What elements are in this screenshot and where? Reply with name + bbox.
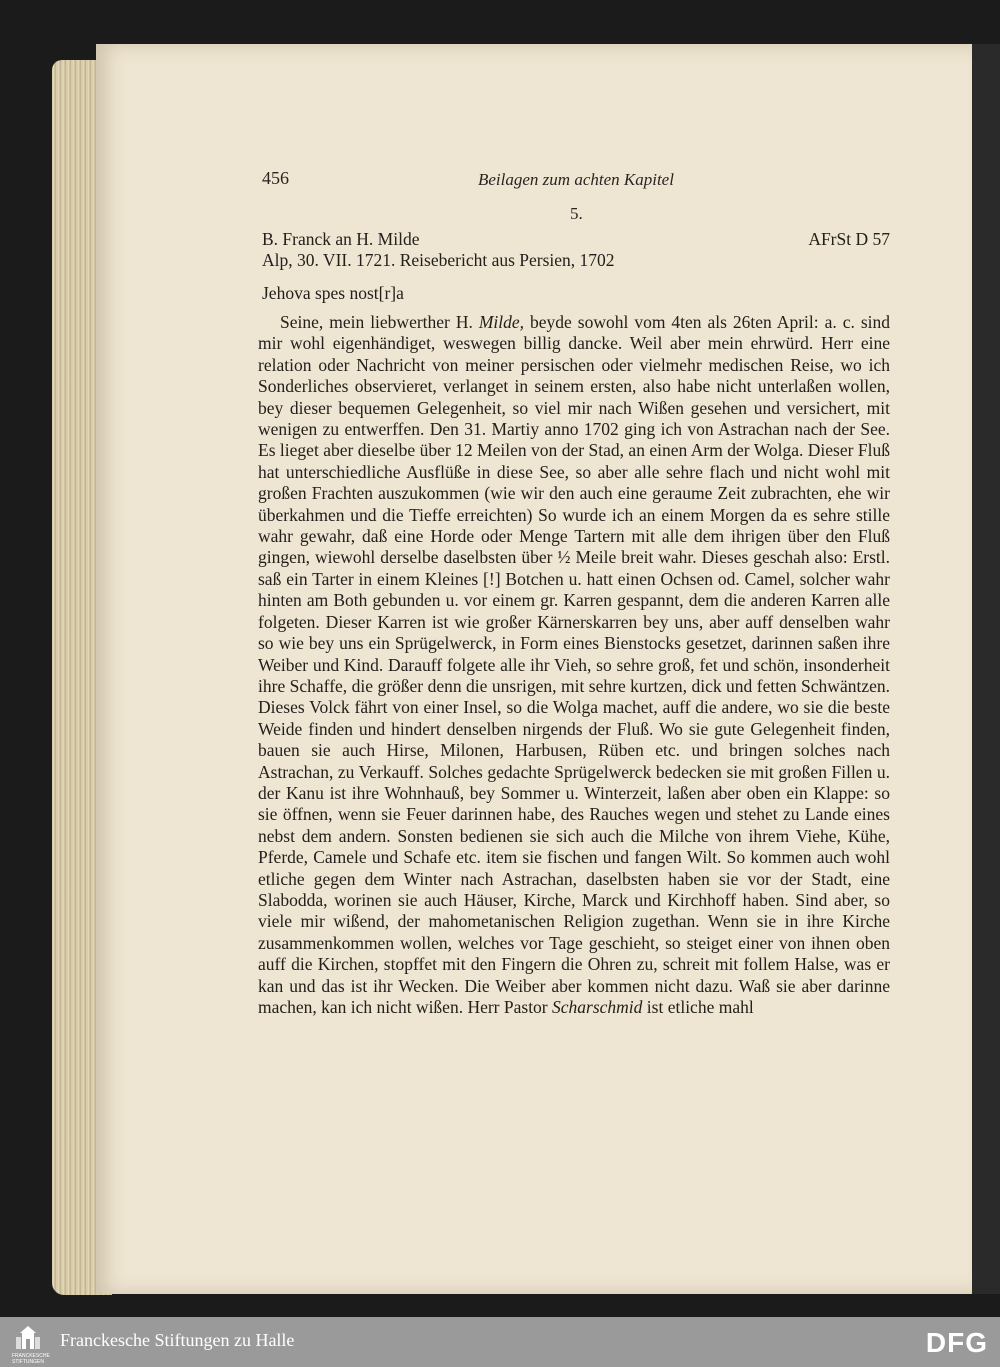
archive-reference: AFrSt D 57 (808, 229, 890, 249)
sender-recipient: B. Franck an H. Milde (262, 229, 420, 249)
sender-line (262, 228, 890, 250)
logo-caption-1: FRANCKESCHE (12, 1353, 50, 1359)
logo-caption-2: STIFTUNGEN (12, 1359, 44, 1365)
body-text-part1: Seine, mein liebwerther H. (280, 312, 479, 332)
viewer-footer (0, 1317, 1000, 1367)
body-text-part2: beyde sowohl vom 4ten als 26ten April: a. c. sind mir wohl eigenhändiget, weswegen billig dancke. Weil aber mein ehrwürd. Herr eine relation oder Nachricht von meiner persischen oder vielmehr medischen Reise, wo ich Sonderliches observieret, verlanget in seinem ersten, also habe nicht unterlaßen wollen, bey dieser bequemen Gelegenheit, so viel mir nach Wißen gesehen und versichert, mit wenigen zu entwerffen. Den 31. Martiy anno 1702 ging ich von Astrachan nach der See. Es lieget aber dieselbe über 12 Meilen von der Stad, an einen Arm der Wolga. Dieser Fluß hat unterschiedliche Ausflüße in diese See, so aber alle sehre flach und nicht wohl mit großen Frachten auszukommen (wie wir den auch eine geraume Zeit zubrachten, ehe wir überkahmen und die Tieffe erreichten) So wurde ich an einem Morgen da es sehre stille wahr gewahr, daß eine Horde oder Menge Tartern mit alle dem ihrigen über den Fluß gingen, wiewohl derselbe daselbsten über ½ Meile breit wahr. Dieses geschah also: Erstl. saß ein Tarter in einem Kleines [!] Botchen u. hatt einen Ochsen od. Camel, solcher wahr hinten am Both gebunden u. vor einem gr. Karren gespannt, dem die anderen Karren alle folgeten. Dieser Karren ist wie großer Kärnerskarren bey uns, aber auff denselben wahr so wie bey uns ein Sprügelwerck, in Form eines Bienstocks gesetzet, darinnen saßen ihre Weiber und Kind. Darauff folgete alle ihr Vieh, so sehre groß, fet und schön, insonderheit ihre Schaffe, die größer denn die unsrigen, mit sehre kurtzen, dick und fetten Schwäntzen. Dieses Volck fährt von einer Insel, so die Wolga machet, auff die andere, wo sie die beste Weide finden und hindert denselben nirgends der Fluß. Wo sie gute Gelegenheit finden, bauen sie auch Hirse, Milonen, Harbusen, Rüben etc. und bringen solches nach Astrachan, zu Verkauff. Solches gedachte Sprügelwerck bedecken sie mit großen Fillen u. der Kanu ist ihre Wohnhauß, bey Sommer u. Winterzeit, laßen aber oben ein Klappe: so sie öffnen, wenn sie Feuer darinnen habe, des Rauches wegen und stehet zu Lande eines nebst dem andern. Sonsten bedienen sie sich auch die Milche von ihrem Viehe, Kühe, Pferde, Camele und Schafe etc. item sie fischen und fangen Wilt. So kommen auch wohl etliche gegen dem Winter nach Astrachan, daselbsten haben sie vor der Stadt, eine Slabodda, worinen sie auch Häuser, Kirche, Marck und Kirchhoff haben. Sind aber, so viele mir wißend, der mahometanischen Religion zugethan. Wenn sie in ihre Kirche zusammenkommen wollen, welches vor Tage geschieht, so steiget einer von ihnen oben auff die Kirchen, stopffet mit den Fingern die Ohren zu, schreit mit follem Halse, was er kan und das ist ihr Wecken. Die Weiber aber kommen nicht dazu. Waß sie aber darinne machen, kan ich nicht wißen. Herr Pastor (258, 312, 890, 1017)
franckesche-logo-icon (8, 1323, 50, 1365)
page-header (262, 168, 890, 194)
salutation: Jehova spes nost[r]a (262, 283, 404, 303)
institution-link[interactable]: Franckesche Stiftungen zu Halle (60, 1330, 295, 1350)
date-line: Alp, 30. VII. 1721. Reisebericht aus Persien, 1702 (262, 250, 615, 270)
dfg-logo: DFG (925, 1327, 988, 1358)
name-milde: Milde, (478, 312, 525, 332)
name-scharschmid: Scharschmid (552, 997, 643, 1017)
running-title: Beilagen zum achten Kapitel (478, 170, 674, 189)
document-number: 5. (570, 204, 583, 223)
letter-body (258, 312, 890, 1018)
body-text-part3: ist etliche mahl (642, 997, 754, 1017)
binding-shadow (972, 44, 1000, 1294)
page-number: 456 (262, 168, 289, 188)
